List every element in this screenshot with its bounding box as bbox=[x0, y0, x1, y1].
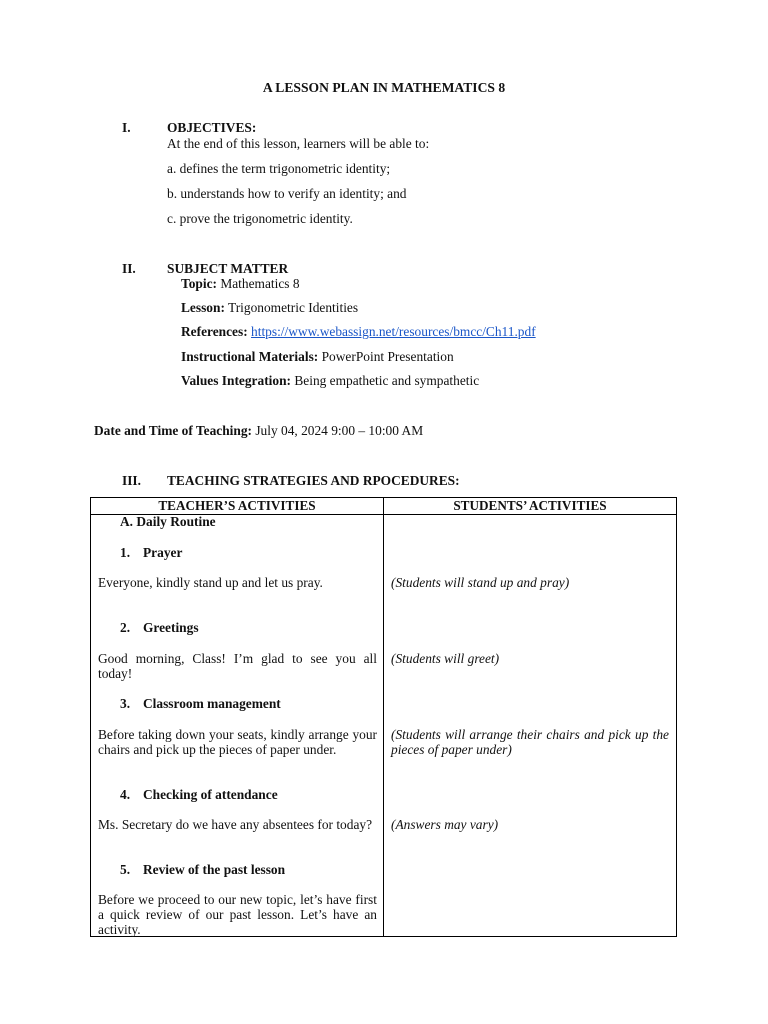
step-title: Classroom management bbox=[143, 696, 281, 711]
references-label: References: bbox=[181, 324, 248, 339]
student-activity: (Answers may vary) bbox=[391, 817, 499, 832]
subject-matter-heading: SUBJECT MATTER bbox=[167, 261, 289, 276]
step-number: 4. bbox=[120, 787, 131, 802]
step-heading bbox=[120, 545, 182, 561]
step-heading bbox=[120, 696, 281, 712]
students-column-header: STUDENTS’ ACTIVITIES bbox=[453, 498, 607, 513]
objectives-intro: At the end of this lesson, learners will be able to: bbox=[167, 136, 430, 151]
subject-matter-numeral: II. bbox=[122, 261, 136, 276]
materials-label: Instructional Materials: bbox=[181, 349, 319, 364]
objective-item: b. understands how to verify an identity; and bbox=[167, 186, 407, 201]
teacher-column-header: TEACHER’S ACTIVITIES bbox=[158, 498, 316, 513]
activities-table bbox=[90, 497, 677, 937]
values-line bbox=[181, 373, 479, 389]
teacher-activity: Before taking down your seats, kindly arrange your chairs and pick up the pieces of paper under. bbox=[98, 727, 377, 757]
topic-label: Topic: bbox=[181, 276, 217, 291]
teacher-activity: Before we proceed to our new topic, let’s have first a quick review of our past lesson. Let’s have an activity. bbox=[98, 892, 377, 937]
date-time-label: Date and Time of Teaching: bbox=[94, 423, 252, 438]
values-value: Being empathetic and sympathetic bbox=[294, 373, 480, 388]
values-label: Values Integration: bbox=[181, 373, 291, 388]
step-title: Checking of attendance bbox=[143, 787, 278, 802]
topic-value: Mathematics 8 bbox=[220, 276, 300, 291]
date-time-value: July 04, 2024 9:00 – 10:00 AM bbox=[255, 423, 424, 438]
step-heading bbox=[120, 787, 278, 803]
references-line bbox=[181, 324, 536, 340]
topic-line bbox=[181, 276, 300, 292]
materials-value: PowerPoint Presentation bbox=[321, 349, 454, 364]
student-activity: (Students will greet) bbox=[391, 651, 500, 666]
step-heading bbox=[120, 620, 199, 636]
section-daily-routine: A. Daily Routine bbox=[120, 514, 216, 529]
objectives-numeral: I. bbox=[122, 120, 131, 135]
step-heading bbox=[120, 862, 285, 878]
step-title: Prayer bbox=[143, 545, 183, 560]
step-title: Greetings bbox=[143, 620, 199, 635]
references-link[interactable]: https://www.webassign.net/resources/bmcc/Ch11.pdf bbox=[251, 324, 536, 339]
student-activity: (Students will stand up and pray) bbox=[391, 575, 570, 590]
strategies-numeral: III. bbox=[122, 473, 141, 488]
lesson-value: Trigonometric Identities bbox=[228, 300, 359, 315]
step-number: 3. bbox=[120, 696, 131, 711]
materials-line bbox=[181, 349, 454, 365]
strategies-heading: TEACHING STRATEGIES AND RPOCEDURES: bbox=[167, 473, 460, 488]
step-number: 1. bbox=[120, 545, 131, 560]
objectives-heading: OBJECTIVES: bbox=[167, 120, 257, 135]
date-time-line bbox=[94, 423, 423, 439]
lesson-line bbox=[181, 300, 358, 316]
column-divider bbox=[383, 498, 384, 936]
step-number: 2. bbox=[120, 620, 131, 635]
document-title: A LESSON PLAN IN MATHEMATICS 8 bbox=[262, 80, 506, 95]
step-number: 5. bbox=[120, 862, 131, 877]
teacher-activity: Ms. Secretary do we have any absentees for today? bbox=[98, 817, 373, 832]
objective-item: a. defines the term trigonometric identity; bbox=[167, 161, 391, 176]
teacher-activity: Everyone, kindly stand up and let us pray. bbox=[98, 575, 323, 590]
objective-item: c. prove the trigonometric identity. bbox=[167, 211, 353, 226]
student-activity: (Students will arrange their chairs and pick up the pieces of paper under) bbox=[391, 727, 669, 757]
step-title: Review of the past lesson bbox=[143, 862, 286, 877]
lesson-label: Lesson: bbox=[181, 300, 225, 315]
teacher-activity: Good morning, Class! I’m glad to see you all today! bbox=[98, 651, 377, 681]
